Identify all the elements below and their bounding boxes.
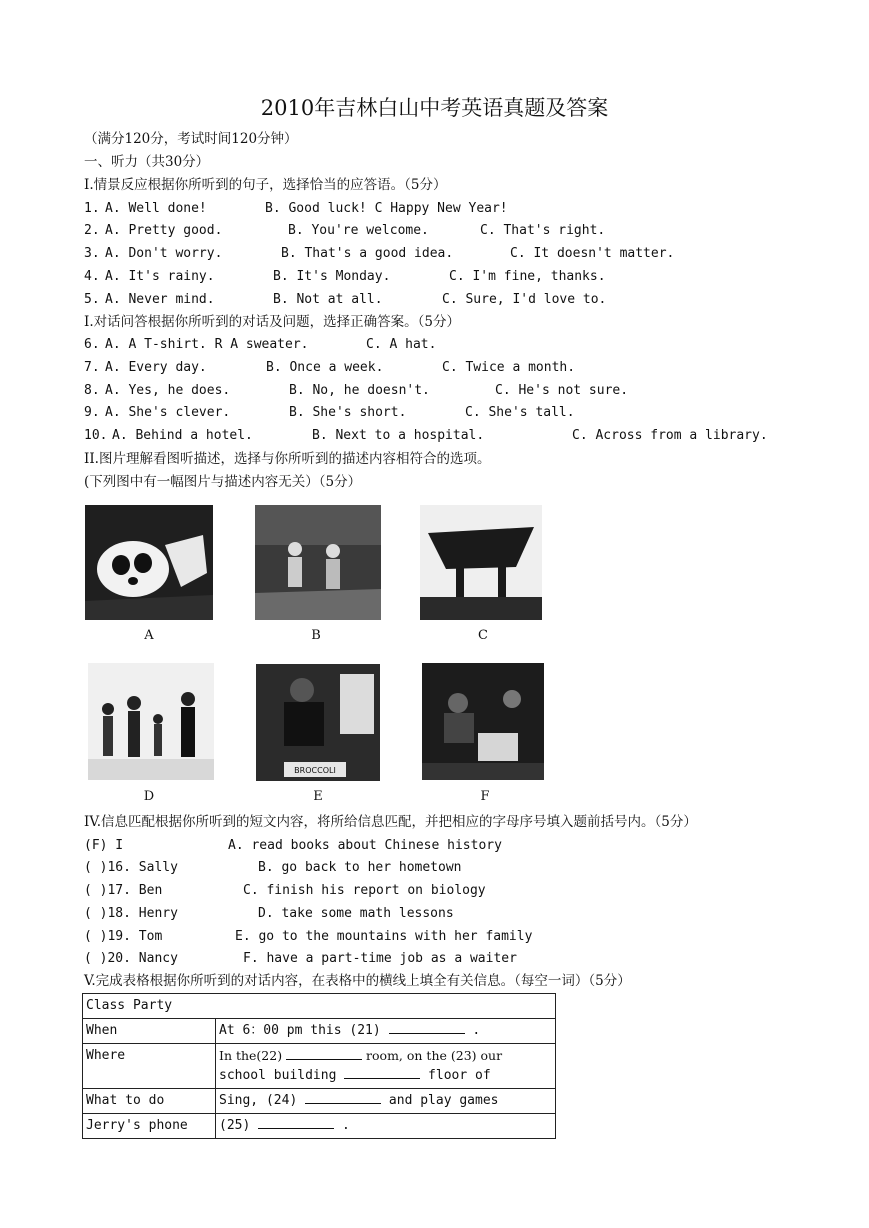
match-activity: D. take some math lessons xyxy=(258,906,454,921)
phone-text: (25) xyxy=(219,1118,259,1133)
match-activity: B. go back to her hometown xyxy=(258,860,462,875)
option-a: A. Every day. xyxy=(105,360,207,375)
option-b: B. No, he doesn't. xyxy=(289,383,430,398)
question-number: 8. xyxy=(84,383,100,398)
when-text: At 6：00 pm this (21) xyxy=(219,1023,389,1038)
option-a: A. It's rainy. xyxy=(105,269,215,284)
section-listening-heading: 一、听力（共30分） xyxy=(84,154,210,170)
question-number: 10. xyxy=(84,428,108,443)
match-person: (F) I xyxy=(84,838,124,853)
option-b: B. Good luck! C Happy New Year! xyxy=(265,201,508,216)
match-activity: F. have a part-time job as a waiter xyxy=(243,951,517,966)
part-ii-heading: I.对话问答根据你所听到的对话及问题，选择正确答案。（5分） xyxy=(84,314,460,330)
question-number: 6. xyxy=(84,337,100,352)
match-person: ( )16. Sally xyxy=(84,860,178,875)
phone-end: . xyxy=(334,1118,350,1133)
phone-label: Jerry's phone xyxy=(83,1114,216,1139)
page-title: 2010年吉林白山中考英语真题及答案 xyxy=(260,96,609,120)
part-iii-note: (下列图中有一幅图片与描述内容无关）（5分） xyxy=(84,474,362,490)
question-number: 1. xyxy=(84,201,100,216)
where-text-3: school building xyxy=(219,1068,345,1083)
blank-21[interactable] xyxy=(389,1021,465,1034)
option-b: B. Not at all. xyxy=(273,292,383,307)
blank-22[interactable] xyxy=(286,1047,362,1060)
picture-label-d: D xyxy=(143,789,155,804)
option-a: A. A T-shirt. R A sweater. xyxy=(105,337,309,352)
picture-b-people-dancing xyxy=(255,505,381,620)
option-a: A. Behind a hotel. xyxy=(112,428,253,443)
picture-a-panda xyxy=(85,505,213,620)
picture-f-people-reading xyxy=(422,663,544,780)
option-a: A. Don't worry. xyxy=(105,246,223,261)
what-label: What to do xyxy=(83,1089,216,1114)
option-c: C. I'm fine, thanks. xyxy=(449,269,606,284)
option-c: C. He's not sure. xyxy=(495,383,629,398)
option-c: C. A hat. xyxy=(366,337,437,352)
option-b: B. Next to a hospital. xyxy=(312,428,485,443)
match-activity: E. go to the mountains with her family xyxy=(235,929,533,944)
option-a: A. Yes, he does. xyxy=(105,383,231,398)
question-number: 5. xyxy=(84,292,100,307)
what-end: and play games xyxy=(381,1093,499,1108)
where-text-4: floor of xyxy=(420,1068,491,1083)
part-iii-heading: II.图片理解看图听描述，选择与你所听到的描述内容相符合的选项。 xyxy=(84,451,491,467)
picture-c-china-pavilion xyxy=(420,505,542,620)
where-text-2: room, on the (23) our xyxy=(362,1048,503,1063)
picture-d-family-walking xyxy=(88,663,214,780)
when-end: . xyxy=(464,1023,481,1038)
match-person: ( )17. Ben xyxy=(84,883,163,898)
where-label: Where xyxy=(83,1044,216,1089)
option-b: B. It's Monday. xyxy=(273,269,391,284)
option-c: C. Across from a library. xyxy=(572,428,768,443)
match-activity: A. read books about Chinese history xyxy=(228,838,502,853)
option-b: B. You're welcome. xyxy=(288,223,429,238)
where-cell xyxy=(216,1044,556,1089)
option-c: C. Sure, I'd love to. xyxy=(442,292,607,307)
picture-label-c: C xyxy=(478,628,488,643)
option-c: C. Twice a month. xyxy=(442,360,576,375)
blank-25[interactable] xyxy=(258,1116,334,1129)
picture-label-f: F xyxy=(480,789,490,804)
score-time-note: （满分120分，考试时间120分钟） xyxy=(84,131,298,147)
picture-label-e: E xyxy=(313,789,323,804)
class-party-table xyxy=(82,993,556,1139)
part-i-heading: I.情景反应根据你所听到的句子，选择恰当的应答语。（5分） xyxy=(84,177,447,193)
question-number: 4. xyxy=(84,269,100,284)
question-number: 9. xyxy=(84,405,100,420)
option-b: B. Once a week. xyxy=(266,360,384,375)
picture-e-vegetable-seller xyxy=(256,664,380,781)
question-number: 2. xyxy=(84,223,100,238)
when-cell xyxy=(216,1019,556,1044)
option-c: C. She's tall. xyxy=(465,405,575,420)
phone-cell xyxy=(216,1114,556,1139)
what-text: Sing, (24) xyxy=(219,1093,306,1108)
option-b: B. That's a good idea. xyxy=(281,246,454,261)
option-b: B. She's short. xyxy=(289,405,407,420)
option-c: C. That's right. xyxy=(480,223,606,238)
match-activity: C. finish his report on biology xyxy=(243,883,486,898)
match-person: ( )19. Tom xyxy=(84,929,163,944)
broccoli-sign-text: BROCCOLI xyxy=(294,766,336,775)
match-person: ( )20. Nancy xyxy=(84,951,178,966)
table-title: Class Party xyxy=(83,994,556,1019)
option-c: C. It doesn't matter. xyxy=(510,246,675,261)
part-iv-heading: IV.信息匹配根据你所听到的短文内容，将所给信息匹配，并把相应的字母序号填入题前括号内。（5分） xyxy=(84,814,697,830)
option-a: A. Never mind. xyxy=(105,292,215,307)
picture-label-b: B xyxy=(311,628,321,643)
match-person: ( )18. Henry xyxy=(84,906,178,921)
blank-24[interactable] xyxy=(305,1091,381,1104)
when-label: When xyxy=(83,1019,216,1044)
question-number: 3. xyxy=(84,246,100,261)
option-a: A. Well done! xyxy=(105,201,207,216)
what-cell xyxy=(216,1089,556,1114)
option-a: A. Pretty good. xyxy=(105,223,223,238)
option-a: A. She's clever. xyxy=(105,405,231,420)
where-text-1: In the(22) xyxy=(219,1048,287,1063)
question-number: 7. xyxy=(84,360,100,375)
picture-label-a: A xyxy=(144,628,154,643)
part-v-heading: V.完成表格根据你所听到的对话内容，在表格中的横线上填全有关信息。（每空一词）（5分） xyxy=(84,973,631,989)
blank-23[interactable] xyxy=(344,1066,420,1079)
